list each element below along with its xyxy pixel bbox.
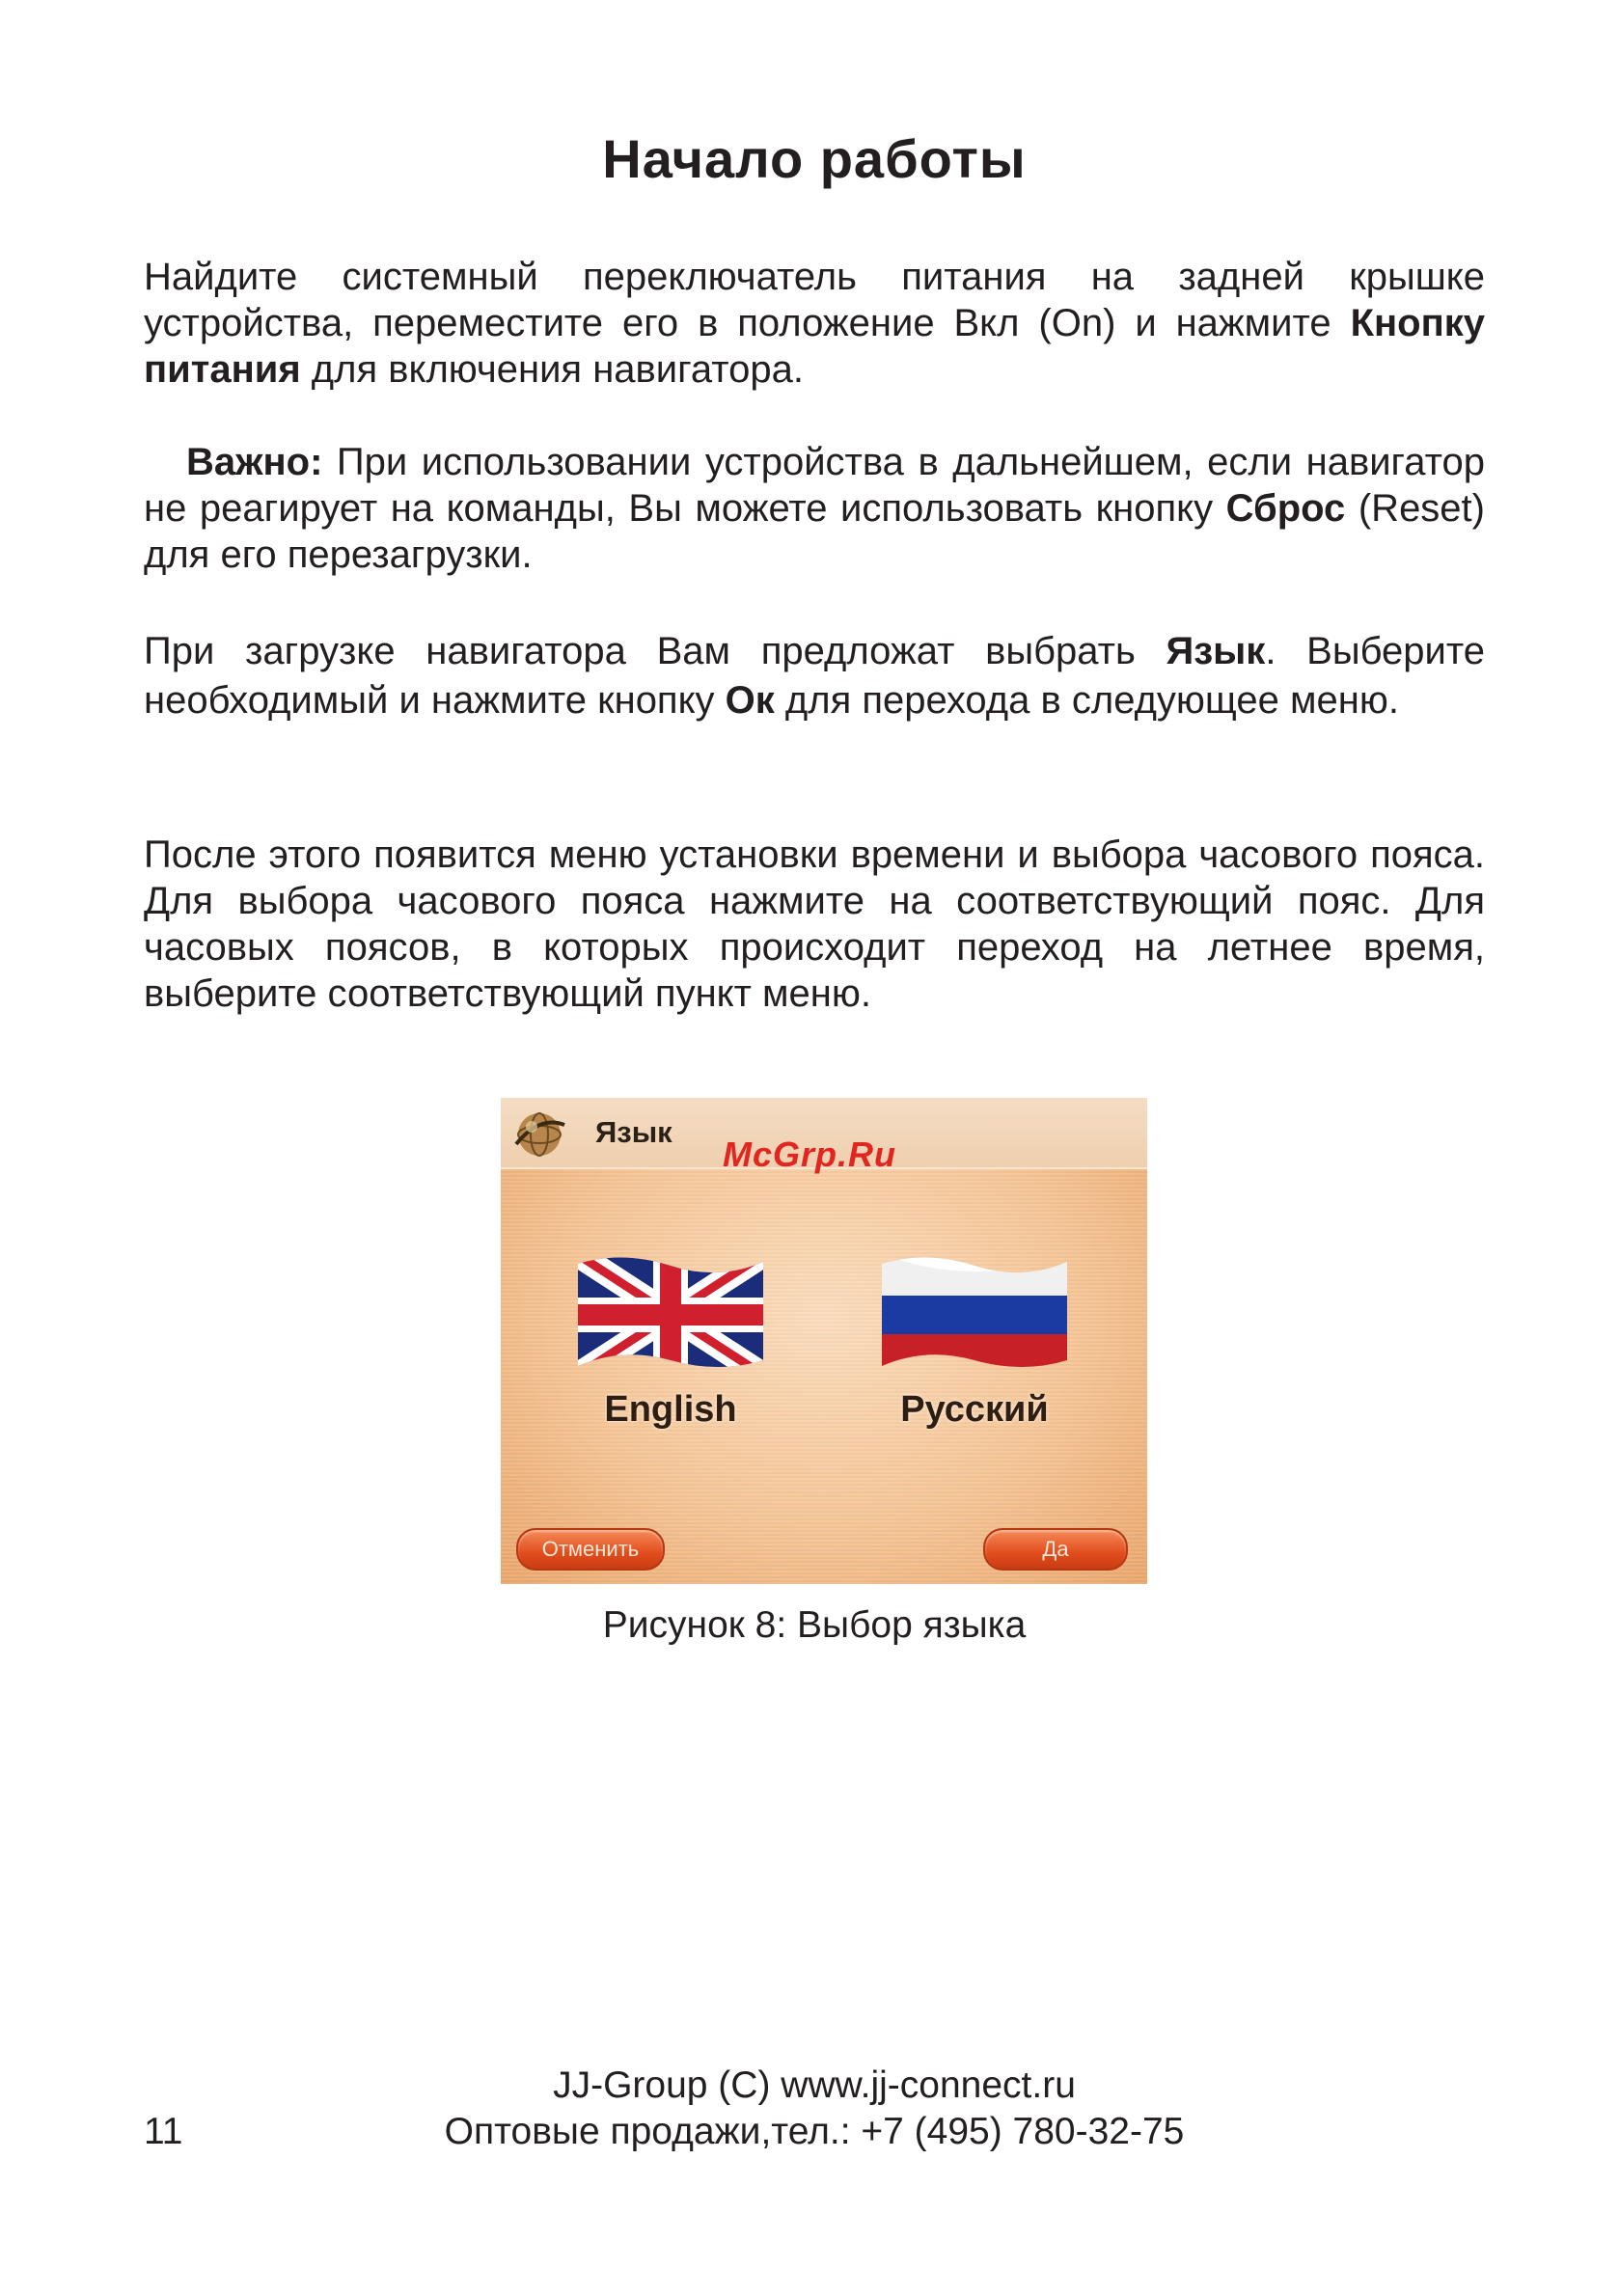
footer-website: JJ-Group (C) www.jj-connect.ru — [553, 2064, 1076, 2106]
paragraph-language-select: При загрузке навигатора Вам предложат выбрать Язык. Выберите необходимый и нажмите кнопку Ок для перехода в следующее меню. — [144, 630, 1485, 722]
russia-flag-icon — [878, 1252, 1071, 1378]
language-screenshot — [501, 1098, 1147, 1584]
footer-phone: Оптовые продажи,тел.: +7 (495) 780-32-75 — [444, 2111, 1185, 2152]
paragraph-timezone: После этого появится меню установки времени и выбора часового пояса. Для выбора часового пояса нажмите на соответствующий пояс. Для часовых поясов, в которых происходит переход на летнее время, выберите соответствующий пункт меню. — [144, 834, 1485, 1015]
cancel-button[interactable]: Отменить — [516, 1528, 665, 1571]
page-title: Начало работы — [602, 128, 1027, 189]
page-number: 11 — [144, 2111, 183, 2152]
language-label-russian: Русский — [900, 1389, 1049, 1430]
yes-button[interactable]: Да — [983, 1528, 1128, 1571]
screenshot-header — [501, 1098, 1147, 1174]
paragraph-power-on: Найдите системный переключатель питания на задней крышке устройства, переместите его в положение Вкл (On) и нажмите Кнопку питания для включения навигатора. — [144, 256, 1485, 391]
watermark: McGrp.Ru — [723, 1134, 897, 1174]
figure-caption: Рисунок 8: Выбор языка — [602, 1604, 1027, 1646]
uk-flag-icon — [574, 1252, 767, 1378]
language-option-english[interactable] — [555, 1252, 786, 1431]
language-option-russian[interactable] — [859, 1252, 1090, 1431]
language-label-english: English — [604, 1389, 737, 1430]
screenshot-title: Язык — [595, 1115, 672, 1149]
paragraph-important-reset: Важно: При использовании устройства в дальнейшем, если навигатор не реагирует на команды, Вы можете использовать кнопку Сброс (Reset) для его перезагрузки. — [144, 441, 1485, 576]
globe-icon — [510, 1106, 568, 1162]
